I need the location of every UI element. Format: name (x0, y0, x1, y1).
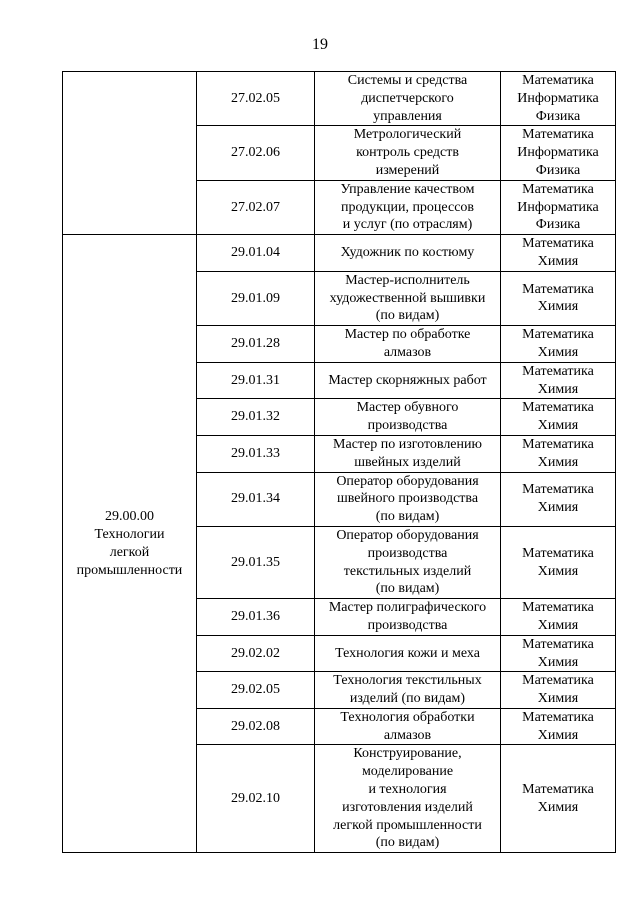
name-cell: Технология кожи и меха (315, 635, 501, 672)
subjects-cell: Математика Химия (501, 271, 616, 325)
subjects-cell: Математика Информатика Физика (501, 126, 616, 180)
subjects-cell: Математика Химия (501, 745, 616, 853)
subjects-cell: Математика Информатика Физика (501, 72, 616, 126)
name-cell: Конструирование, моделирование и технология изготовления изделий легкой промышленности (по видам) (315, 745, 501, 853)
subjects-cell: Математика Химия (501, 472, 616, 526)
code-cell: 29.02.10 (197, 745, 315, 853)
code-cell: 29.01.04 (197, 235, 315, 272)
subjects-cell: Математика Химия (501, 635, 616, 672)
code-cell: 29.02.05 (197, 672, 315, 709)
subjects-cell: Математика Химия (501, 362, 616, 399)
code-cell: 29.01.33 (197, 435, 315, 472)
code-cell: 27.02.05 (197, 72, 315, 126)
name-cell: Управление качеством продукции, процессов и услуг (по отраслям) (315, 180, 501, 234)
page-number: 19 (312, 36, 328, 53)
subjects-cell: Математика Химия (501, 526, 616, 598)
code-cell: 27.02.07 (197, 180, 315, 234)
table-row (63, 72, 616, 126)
subjects-cell: Математика Химия (501, 708, 616, 745)
code-cell: 29.01.09 (197, 271, 315, 325)
code-cell: 29.02.02 (197, 635, 315, 672)
subjects-cell: Математика Химия (501, 399, 616, 436)
name-cell: Системы и средства диспетчерского управления (315, 72, 501, 126)
subjects-cell: Математика Химия (501, 235, 616, 272)
specialties-table (62, 71, 616, 853)
name-cell: Мастер скорняжных работ (315, 362, 501, 399)
code-cell: 29.01.32 (197, 399, 315, 436)
group-cell-empty (63, 72, 197, 235)
subjects-cell: Математика Информатика Физика (501, 180, 616, 234)
code-cell: 29.01.35 (197, 526, 315, 598)
name-cell: Мастер по изготовлению швейных изделий (315, 435, 501, 472)
name-cell: Художник по костюму (315, 235, 501, 272)
code-cell: 29.01.36 (197, 599, 315, 636)
subjects-cell: Математика Химия (501, 435, 616, 472)
code-cell: 29.01.28 (197, 326, 315, 363)
name-cell: Мастер по обработке алмазов (315, 326, 501, 363)
code-cell: 29.01.31 (197, 362, 315, 399)
code-cell: 27.02.06 (197, 126, 315, 180)
name-cell: Мастер полиграфического производства (315, 599, 501, 636)
name-cell: Технология обработки алмазов (315, 708, 501, 745)
group-cell: 29.00.00 Технологии легкой промышленности (63, 235, 197, 853)
subjects-cell: Математика Химия (501, 326, 616, 363)
name-cell: Технология текстильных изделий (по видам) (315, 672, 501, 709)
table-row (63, 235, 616, 272)
subjects-cell: Математика Химия (501, 599, 616, 636)
name-cell: Мастер-исполнитель художественной вышивки (по видам) (315, 271, 501, 325)
name-cell: Оператор оборудования швейного производства (по видам) (315, 472, 501, 526)
subjects-cell: Математика Химия (501, 672, 616, 709)
name-cell: Метрологический контроль средств измерений (315, 126, 501, 180)
name-cell: Мастер обувного производства (315, 399, 501, 436)
code-cell: 29.02.08 (197, 708, 315, 745)
code-cell: 29.01.34 (197, 472, 315, 526)
name-cell: Оператор оборудования производства текстильных изделий (по видам) (315, 526, 501, 598)
